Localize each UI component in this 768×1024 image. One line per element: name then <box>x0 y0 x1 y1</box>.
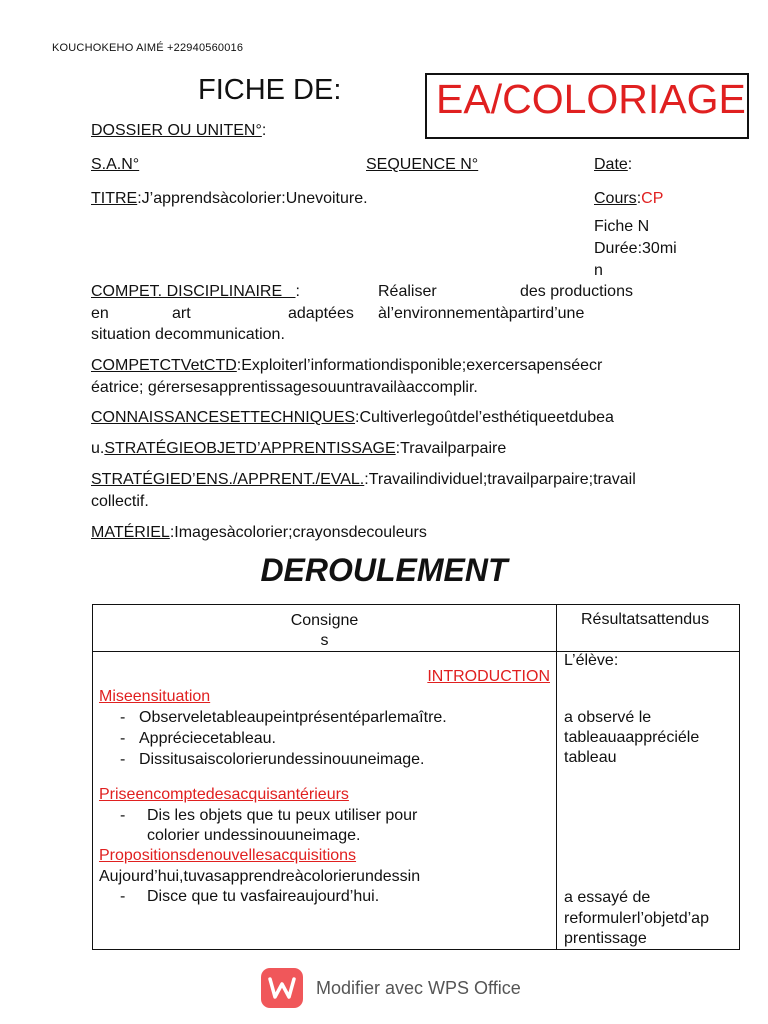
wps-watermark-text[interactable]: Modifier avec WPS Office <box>316 978 521 998</box>
materiel-label: MATÉRIEL <box>91 524 170 541</box>
disce-item-text: Disce que tu vasfaireaujourd’hui. <box>147 888 380 905</box>
ea-label: EA/COLORIAGE <box>436 76 746 122</box>
prise-title: Priseencomptedesacquisantérieurs <box>99 786 349 803</box>
compet-line3: situation decommunication. <box>91 326 285 343</box>
connaissances-value: :Cultiverlegoûtdel’esthétiqueetdubea <box>355 409 614 426</box>
strategie-prefix: u. <box>91 440 105 457</box>
res2-line3: prentissage <box>564 930 647 947</box>
competct-value: :Exploiterl’informationdisponible;exercersapenséecr <box>236 357 603 374</box>
mise-item-2-text: Appréciecetableau. <box>139 730 276 747</box>
res1-line3: tableau <box>564 749 617 766</box>
dash: - <box>120 751 126 768</box>
aujourdhui-line: Aujourd’hui,tuvasapprendreàcolorierundessin <box>99 868 421 885</box>
res2-line2: reformulerl’objetd’ap <box>564 910 709 927</box>
strategie-ens-label: STRATÉGIED’ENS./APPRENT./EVAL. <box>91 471 365 488</box>
disce-item <box>120 888 380 906</box>
mise-en-situation-title: Miseensituation <box>99 688 211 705</box>
dossier-label: DOSSIER OU UNITEN° <box>91 122 262 139</box>
fiche-n: Fiche N <box>594 218 650 235</box>
compet-word2: des productions <box>520 283 633 300</box>
competct-label: COMPETCTVetCTD <box>91 357 237 374</box>
header-consignes-line2: s <box>320 632 329 649</box>
author-line: KOUCHOKEHO AIMÉ +22940560016 <box>52 42 244 54</box>
duree-line1: Durée:30mi <box>594 240 677 257</box>
cours-line <box>594 190 663 208</box>
strategie-label: STRATÉGIEOBJETD’APPRENTISSAGE <box>104 440 396 457</box>
header-resultats-label: Résultatsattendus <box>581 611 710 628</box>
connaissances-label: CONNAISSANCESETTECHNIQUES <box>91 409 356 426</box>
resultats-cell <box>557 652 740 950</box>
titre-value: :J’apprendsàcolorier:Unevoiture. <box>137 190 368 207</box>
strategie-value: :Travailparpaire <box>395 440 507 457</box>
strategie-line <box>91 440 506 458</box>
compet-l2-w2: art <box>172 305 191 322</box>
res1-line1: a observé le <box>564 709 652 726</box>
date-suffix: : <box>627 156 633 173</box>
cours-value: CP <box>641 190 664 207</box>
strategie-ens-value: :Travailindividuel;travailparpaire;travail <box>364 471 636 488</box>
sequence-label: SEQUENCE N° <box>366 156 479 173</box>
mise-item-2 <box>120 730 276 748</box>
header-consignes <box>93 605 557 652</box>
res1-line2: tableauaappréciéle <box>564 729 700 746</box>
prise-item <box>120 807 418 825</box>
compet-l2-w1: en <box>91 305 109 322</box>
strategie-ens-line2: collectif. <box>91 493 149 510</box>
strategie-ens-line1 <box>91 471 636 489</box>
materiel-value: :Imagesàcolorier;crayonsdecouleurs <box>169 524 427 541</box>
compet-word1: Réaliser <box>378 283 437 300</box>
mise-item-1-text: Observeletableaupeintprésentéparlemaître. <box>139 709 447 726</box>
dash: - <box>120 709 126 726</box>
consignes-cell <box>93 652 557 950</box>
res-eleve: L’élève: <box>564 652 619 669</box>
header-resultats <box>557 605 740 652</box>
res2-line1: a essayé de <box>564 889 651 906</box>
date-label: Date <box>594 156 628 173</box>
introduction-heading: INTRODUCTION <box>427 668 550 685</box>
deroulement-table <box>92 604 740 950</box>
compet-colon: : <box>295 283 300 300</box>
dossier-line <box>91 122 266 140</box>
dash: - <box>120 888 126 905</box>
deroulement-title: DEROULEMENT <box>260 552 508 588</box>
compet-l2-w4: àl’environnementàpartird’une <box>378 305 585 322</box>
dossier-suffix: : <box>261 122 267 139</box>
wps-office-logo-icon[interactable] <box>261 968 303 1008</box>
dash: - <box>120 730 126 747</box>
connaissances-line <box>91 409 614 427</box>
header-consignes-line1: Consigne <box>290 612 359 629</box>
mise-item-3-text: Dissitusaiscolorierundessinouuneimage. <box>139 751 425 768</box>
titre-line <box>91 190 368 208</box>
prise-item-line2: colorier undessinouuneimage. <box>147 827 361 844</box>
titre-label: TITRE <box>91 190 138 207</box>
duree-line2: n <box>594 262 603 279</box>
compet-label: COMPET. DISCIPLINAIRE <box>91 283 296 300</box>
dash: - <box>120 807 126 824</box>
fiche-title: FICHE DE: <box>198 74 342 106</box>
propositions-title: Propositionsdenouvellesacquisitions <box>99 847 357 864</box>
materiel-line <box>91 524 427 542</box>
mise-item-1 <box>120 709 447 727</box>
competct-line1 <box>91 357 602 375</box>
competct-line2: éatrice; gérersesapprentissagesouuntravailàaccomplir. <box>91 379 478 396</box>
san-label: S.A.N° <box>91 156 140 173</box>
compet-label-line <box>91 283 300 301</box>
prise-item-line1: Dis les objets que tu peux utiliser pour <box>147 807 418 824</box>
date-line <box>594 156 632 174</box>
mise-item-3 <box>120 751 425 769</box>
compet-l2-w3: adaptées <box>288 305 354 322</box>
cours-label: Cours <box>594 190 637 207</box>
cours-colon: : <box>636 190 642 207</box>
